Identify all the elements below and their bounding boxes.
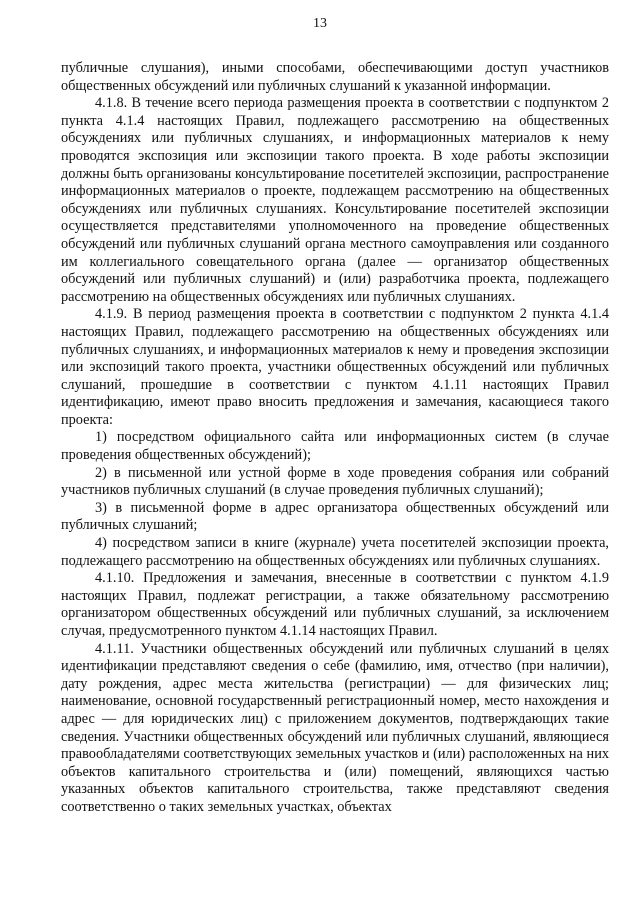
paragraph-4-1-8: 4.1.8. В течение всего периода размещения проекта в соответствии с подпунктом 2 пункта 4.1.4 настоящих Правил, подлежащего рассмотрению на общественных обсуждениях или публичных слушаниях, и информационных материалов к нему проводятся экспозиция или экспозиции такого проекта. В ходе работы экспозиции должны быть организованы консультирование посетителей экспозиции, распространение информационных материалов о проекте, подлежащем рассмотрению на общественных обсуждениях или публичных слушаниях. Консультирование посетителей экспозиции осуществляется представителями уполномоченного на проведение общественных обсуждений или публичных слушаний органа местного самоуправления или созданного им коллегиального совещательного органа (далее — организатор общественных обсуждений или публичных слушаний) и (или) разработчика проекта, подлежащего рассмотрению на общественных обсуждениях или публичных слушаниях. — [61, 95, 609, 305]
list-item-1: 1) посредством официального сайта или информационных систем (в случае проведения общественных обсуждений); — [61, 429, 609, 464]
paragraph-continuation: публичные слушания), иными способами, обеспечивающими доступ участников общественных обсуждений или публичных слушаний к указанной информации. — [61, 60, 609, 94]
paragraph-4-1-10: 4.1.10. Предложения и замечания, внесенные в соответствии с пунктом 4.1.9 настоящих Правил, подлежат регистрации, а также обязательному рассмотрению организатором общественных обсуждений или публичных слушаний, за исключением случая, предусмотренного пунктом 4.1.14 настоящих Правил. — [61, 570, 609, 639]
document-body — [61, 60, 609, 817]
page-number: 13 — [313, 16, 327, 31]
paragraph-4-1-9: 4.1.9. В период размещения проекта в соответствии с подпунктом 2 пункта 4.1.4 настоящих Правил, подлежащего рассмотрению на общественных обсуждениях или публичных слушаниях, и информационных материалов к нему и проведения экспозиции или экспозиций такого проекта, участники общественных обсуждений или публичных слушаний, прошедшие в соответствии с пунктом 4.1.11 настоящих Правил идентификацию, имеют право вносить предложения и замечания, касающиеся такого проекта: — [61, 306, 609, 428]
list-item-3: 3) в письменной форме в адрес организатора общественных обсуждений или публичных слушаний; — [61, 499, 609, 534]
paragraph-4-1-11: 4.1.11. Участники общественных обсуждений или публичных слушаний в целях идентификации представляют сведения о себе (фамилию, имя, отчество (при наличии), дату рождения, адрес места жительства (регистрации) — для физических лиц; наименование, основной государственный регистрационный номер, место нахождения и адрес — для юридических лиц) с приложением документов, подтверждающих такие сведения. Участники общественных обсуждений или публичных слушаний, являющиеся правообладателями соответствующих земельных участков и (или) расположенных на них объектов капитального строительства и (или) помещений, являющихся частью указанных объектов капитального строительства, также представляют сведения соответственно о таких земельных участках, объектах — [61, 640, 609, 815]
list-item-4: 4) посредством записи в книге (журнале) учета посетителей экспозиции проекта, подлежащего рассмотрению на общественных обсуждениях или публичных слушаниях. — [61, 535, 609, 569]
list-item-2: 2) в письменной или устной форме в ходе проведения собрания или собраний участников публичных слушаний (в случае проведения публичных слушаний); — [61, 464, 609, 499]
